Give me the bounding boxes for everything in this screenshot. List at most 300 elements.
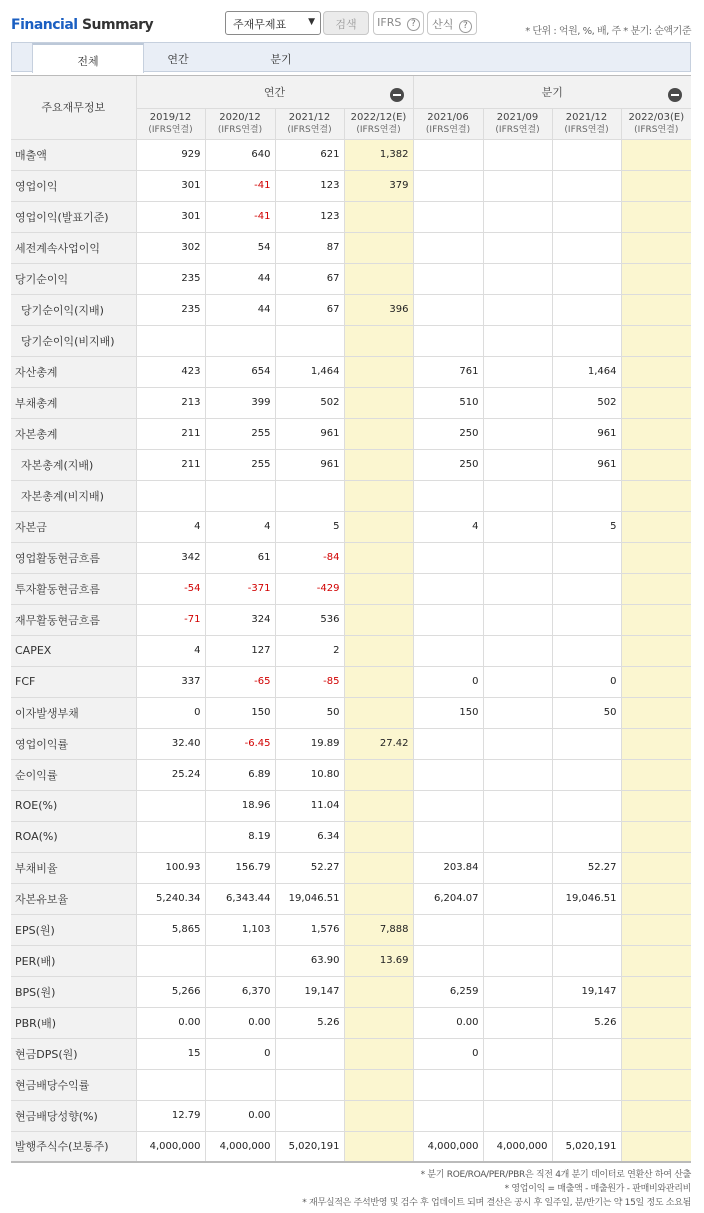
table-cell <box>413 790 483 821</box>
column-basis: (IFRS연결) <box>356 124 401 135</box>
column-basis: (IFRS연결) <box>564 124 609 135</box>
table-cell <box>621 1069 691 1100</box>
table-cell <box>483 449 552 480</box>
table-row <box>11 232 691 263</box>
table-cell: 0 <box>552 666 621 697</box>
table-cell: 203.84 <box>413 852 483 883</box>
table-cell: -71 <box>136 604 205 635</box>
table-cell <box>552 759 621 790</box>
table-cell: 2 <box>275 635 344 666</box>
table-cell <box>621 697 691 728</box>
collapse-quarter-icon[interactable] <box>668 88 682 102</box>
table-row <box>11 914 691 945</box>
table-cell: -371 <box>205 573 275 604</box>
table-row <box>11 790 691 821</box>
table-cell: 0 <box>413 666 483 697</box>
tab-quarter[interactable]: 분기 <box>270 53 292 66</box>
table-row <box>11 635 691 666</box>
column-header <box>621 108 691 139</box>
table-cell <box>344 697 413 728</box>
table-cell <box>483 387 552 418</box>
column-header <box>552 108 621 139</box>
collapse-annual-icon[interactable] <box>390 88 404 102</box>
footnote: * 분기 ROE/ROA/PER/PBR은 직전 4개 분기 데이터로 연환산 하여 산출 <box>420 1170 691 1180</box>
table-cell: 19,046.51 <box>552 883 621 914</box>
table-cell <box>552 635 621 666</box>
table-cell <box>552 201 621 232</box>
table-row <box>11 697 691 728</box>
table-cell: 510 <box>413 387 483 418</box>
table-row <box>11 356 691 387</box>
row-label: 자본총계(비지배) <box>11 480 136 511</box>
table-cell <box>413 1069 483 1100</box>
footnote: * 영업이익 = 매출액 - 매출원가 - 판매비와관리비 <box>504 1184 691 1194</box>
table-cell <box>136 790 205 821</box>
group-annual <box>136 76 413 108</box>
table-cell <box>275 1100 344 1131</box>
table-cell: 213 <box>136 387 205 418</box>
table-cell <box>483 511 552 542</box>
row-label: 영업이익률 <box>11 728 136 759</box>
row-label: EPS(원) <box>11 914 136 945</box>
table-cell: 5,020,191 <box>275 1131 344 1162</box>
row-label: BPS(원) <box>11 976 136 1007</box>
statement-type-select[interactable] <box>225 11 321 35</box>
table-cell: 50 <box>552 697 621 728</box>
table-cell: 211 <box>136 418 205 449</box>
table-cell <box>413 635 483 666</box>
table-cell: 44 <box>205 263 275 294</box>
table-cell: 11.04 <box>275 790 344 821</box>
table-cell <box>344 449 413 480</box>
table-cell <box>205 945 275 976</box>
table-cell: 18.96 <box>205 790 275 821</box>
table-cell: 127 <box>205 635 275 666</box>
table-cell: 0 <box>205 1038 275 1069</box>
table-cell <box>413 232 483 263</box>
table-cell <box>621 449 691 480</box>
row-label: 재무활동현금흐름 <box>11 604 136 635</box>
table-cell <box>205 325 275 356</box>
row-label: 부채총계 <box>11 387 136 418</box>
table-row <box>11 263 691 294</box>
column-basis: (IFRS연결) <box>217 124 263 135</box>
table-cell <box>344 201 413 232</box>
row-label: 당기순이익 <box>11 263 136 294</box>
group-annual-label: 연간 <box>263 85 286 99</box>
table-cell: 4,000,000 <box>483 1131 552 1162</box>
table-cell: 399 <box>205 387 275 418</box>
table-cell: 5,865 <box>136 914 205 945</box>
column-header <box>413 108 483 139</box>
formula-help-button[interactable] <box>427 11 477 35</box>
table-cell <box>136 1069 205 1100</box>
table-row <box>11 294 691 325</box>
column-basis: (IFRS연결) <box>425 124 471 135</box>
table-cell: -41 <box>205 201 275 232</box>
row-label: 당기순이익(비지배) <box>11 325 136 356</box>
table-cell: -84 <box>275 542 344 573</box>
table-cell <box>413 573 483 604</box>
table-row <box>11 976 691 1007</box>
table-cell: 396 <box>344 294 413 325</box>
column-period: 2021/09 <box>496 111 539 123</box>
table-cell: -54 <box>136 573 205 604</box>
table-cell <box>344 542 413 573</box>
table-cell: 87 <box>275 232 344 263</box>
table-cell: 19,147 <box>275 976 344 1007</box>
table-cell: 150 <box>205 697 275 728</box>
table-cell: 6,259 <box>413 976 483 1007</box>
table-cell <box>621 666 691 697</box>
table-cell <box>621 139 691 170</box>
table-cell <box>136 945 205 976</box>
table-cell <box>483 201 552 232</box>
table-cell <box>344 1100 413 1131</box>
table-cell <box>552 1038 621 1069</box>
table-cell <box>483 294 552 325</box>
table-cell: 255 <box>205 418 275 449</box>
table-cell <box>621 883 691 914</box>
table-row <box>11 852 691 883</box>
table-cell <box>275 480 344 511</box>
table-cell: 235 <box>136 263 205 294</box>
table-cell: 761 <box>413 356 483 387</box>
footnotes <box>302 1168 691 1210</box>
group-quarter <box>413 76 691 108</box>
table-cell: 10.80 <box>275 759 344 790</box>
table-cell <box>552 945 621 976</box>
column-period: 2022/12(E) <box>350 111 407 123</box>
table-cell: -41 <box>205 170 275 201</box>
table-cell <box>413 201 483 232</box>
table-cell: 654 <box>205 356 275 387</box>
table-cell <box>621 263 691 294</box>
table-cell: 211 <box>136 449 205 480</box>
table-row <box>11 387 691 418</box>
table-cell: -65 <box>205 666 275 697</box>
table-cell: 100.93 <box>136 852 205 883</box>
table-cell: 1,103 <box>205 914 275 945</box>
column-header <box>136 108 205 139</box>
table-cell <box>344 821 413 852</box>
table-cell: 255 <box>205 449 275 480</box>
table-cell <box>621 852 691 883</box>
table-cell <box>344 573 413 604</box>
table-cell <box>344 356 413 387</box>
table-cell: 44 <box>205 294 275 325</box>
row-label: 자본총계 <box>11 418 136 449</box>
table-row <box>11 728 691 759</box>
table-cell: 12.79 <box>136 1100 205 1131</box>
table-cell: 961 <box>275 418 344 449</box>
ifrs-label: IFRS <box>377 16 402 29</box>
table-cell <box>552 728 621 759</box>
table-cell <box>413 294 483 325</box>
table-cell: 337 <box>136 666 205 697</box>
table-cell <box>413 170 483 201</box>
table-cell: 6,204.07 <box>413 883 483 914</box>
table-cell <box>413 821 483 852</box>
table-cell: 0 <box>136 697 205 728</box>
row-label: 자본금 <box>11 511 136 542</box>
table-cell <box>344 480 413 511</box>
table-cell: 0.00 <box>413 1007 483 1038</box>
table-cell: 250 <box>413 418 483 449</box>
table-cell <box>483 883 552 914</box>
table-cell: 4 <box>136 511 205 542</box>
row-label: 영업이익(발표기준) <box>11 201 136 232</box>
table-cell <box>344 666 413 697</box>
table-cell: 1,464 <box>275 356 344 387</box>
table-cell: 0 <box>413 1038 483 1069</box>
top-bar <box>0 0 704 42</box>
table-cell <box>275 1038 344 1069</box>
table-row <box>11 883 691 914</box>
row-header-label: 주요재무정보 <box>11 76 136 139</box>
help-icon: ? <box>459 20 472 33</box>
table-cell: 1,576 <box>275 914 344 945</box>
table-row <box>11 821 691 852</box>
table-cell: 19,046.51 <box>275 883 344 914</box>
table-cell <box>483 1007 552 1038</box>
table-cell <box>621 325 691 356</box>
table-cell <box>483 790 552 821</box>
table-row <box>11 666 691 697</box>
table-cell: 250 <box>413 449 483 480</box>
column-basis: (IFRS연결) <box>287 124 332 135</box>
unit-note: * 단위 : 억원, %, 배, 주 * 분기: 순액기준 <box>525 26 691 37</box>
table-cell: 50 <box>275 697 344 728</box>
column-header <box>483 108 552 139</box>
table-cell <box>552 604 621 635</box>
table-cell <box>621 728 691 759</box>
column-period: 2020/12 <box>219 111 261 123</box>
table-cell <box>621 790 691 821</box>
table-cell: 4,000,000 <box>413 1131 483 1162</box>
table-cell <box>552 232 621 263</box>
table-cell: 5.26 <box>552 1007 621 1038</box>
table-cell: 640 <box>205 139 275 170</box>
table-row <box>11 201 691 232</box>
table-cell <box>621 821 691 852</box>
table-cell <box>552 542 621 573</box>
table-cell <box>413 325 483 356</box>
table-cell: 63.90 <box>275 945 344 976</box>
table-cell: 4,000,000 <box>136 1131 205 1162</box>
table-cell: 27.42 <box>344 728 413 759</box>
table-cell: 156.79 <box>205 852 275 883</box>
table-cell <box>621 914 691 945</box>
table-cell <box>483 635 552 666</box>
table-cell <box>344 232 413 263</box>
table-cell <box>483 945 552 976</box>
table-cell: 301 <box>136 201 205 232</box>
table-cell <box>413 542 483 573</box>
column-period: 2021/06 <box>427 111 469 123</box>
row-label: 순이익률 <box>11 759 136 790</box>
table-cell: 25.24 <box>136 759 205 790</box>
search-button[interactable]: 검색 <box>323 11 369 35</box>
table-cell: 621 <box>275 139 344 170</box>
column-period: 2021/12 <box>288 111 331 123</box>
table-cell: 19.89 <box>275 728 344 759</box>
column-header <box>275 108 344 139</box>
table-row <box>11 1038 691 1069</box>
table-row <box>11 139 691 170</box>
table-cell <box>344 387 413 418</box>
table-cell: 61 <box>205 542 275 573</box>
table-cell <box>136 821 205 852</box>
row-label: 현금DPS(원) <box>11 1038 136 1069</box>
row-label: 투자활동현금흐름 <box>11 573 136 604</box>
table-cell <box>483 821 552 852</box>
table-cell <box>483 480 552 511</box>
column-basis: (IFRS연결) <box>148 124 193 135</box>
table-cell <box>344 1007 413 1038</box>
table-cell <box>205 1069 275 1100</box>
table-cell <box>552 821 621 852</box>
table-row <box>11 945 691 976</box>
row-label: PER(배) <box>11 945 136 976</box>
row-label: 현금배당성향(%) <box>11 1100 136 1131</box>
table-row <box>11 480 691 511</box>
table-cell: 19,147 <box>552 976 621 1007</box>
table-cell <box>483 728 552 759</box>
table-cell <box>621 976 691 1007</box>
row-label: PBR(배) <box>11 1007 136 1038</box>
table-cell: 52.27 <box>275 852 344 883</box>
tab-annual[interactable]: 연간 <box>167 53 189 66</box>
table-cell: 123 <box>275 170 344 201</box>
period-tabs <box>11 42 691 72</box>
table-cell: 961 <box>552 418 621 449</box>
row-label: ROE(%) <box>11 790 136 821</box>
table-cell: 961 <box>275 449 344 480</box>
table-cell: 4 <box>136 635 205 666</box>
column-period: 2021/12 <box>565 111 608 123</box>
table-cell: 0.00 <box>136 1007 205 1038</box>
table-cell <box>552 170 621 201</box>
table-cell: 5 <box>552 511 621 542</box>
row-label: CAPEX <box>11 635 136 666</box>
table-cell <box>621 294 691 325</box>
table-cell <box>621 201 691 232</box>
table-cell <box>621 573 691 604</box>
table-cell: 32.40 <box>136 728 205 759</box>
help-icon: ? <box>407 18 420 31</box>
table-row <box>11 604 691 635</box>
table-cell: 4 <box>205 511 275 542</box>
table-cell <box>621 604 691 635</box>
table-cell: 379 <box>344 170 413 201</box>
table-cell: 15 <box>136 1038 205 1069</box>
table-cell <box>344 635 413 666</box>
table-cell: 13.69 <box>344 945 413 976</box>
row-label: 발행주식수(보통주) <box>11 1131 136 1162</box>
table-row <box>11 759 691 790</box>
table-cell <box>621 1100 691 1131</box>
table-cell <box>205 480 275 511</box>
table-row <box>11 449 691 480</box>
table-cell <box>621 945 691 976</box>
table-cell <box>344 325 413 356</box>
table-cell <box>344 1131 413 1162</box>
table-cell <box>483 1038 552 1069</box>
table-cell: 961 <box>552 449 621 480</box>
table-cell <box>136 325 205 356</box>
table-row <box>11 170 691 201</box>
table-cell <box>621 542 691 573</box>
table-cell <box>552 325 621 356</box>
table-cell <box>136 480 205 511</box>
table-cell <box>621 1131 691 1162</box>
table-cell: 6,343.44 <box>205 883 275 914</box>
tab-all[interactable]: 전체 <box>32 43 144 73</box>
table-cell <box>275 325 344 356</box>
table-row <box>11 573 691 604</box>
row-label: 자산총계 <box>11 356 136 387</box>
table-cell <box>483 232 552 263</box>
table-cell: 5,240.34 <box>136 883 205 914</box>
row-label: 자본유보율 <box>11 883 136 914</box>
row-label: 부채비율 <box>11 852 136 883</box>
table-row <box>11 542 691 573</box>
row-label: 세전계속사업이익 <box>11 232 136 263</box>
row-label: 당기순이익(지배) <box>11 294 136 325</box>
title-financial: Financial <box>11 17 78 33</box>
table-row <box>11 1100 691 1131</box>
table-cell <box>483 697 552 728</box>
select-value: 주재무제표 <box>233 18 287 31</box>
table-cell <box>552 263 621 294</box>
table-cell <box>621 511 691 542</box>
table-cell: -85 <box>275 666 344 697</box>
table-cell <box>413 263 483 294</box>
table-cell: 1,382 <box>344 139 413 170</box>
column-basis: (IFRS연결) <box>495 124 540 135</box>
table-cell: 6.89 <box>205 759 275 790</box>
table-cell <box>621 480 691 511</box>
table-cell: 235 <box>136 294 205 325</box>
table-cell <box>483 1100 552 1131</box>
table-cell: 929 <box>136 139 205 170</box>
table-cell: 150 <box>413 697 483 728</box>
table-cell <box>483 1069 552 1100</box>
table-cell: 6,370 <box>205 976 275 1007</box>
table-cell <box>552 480 621 511</box>
table-cell: 52.27 <box>552 852 621 883</box>
column-basis: (IFRS연결) <box>634 124 679 135</box>
table-cell <box>483 170 552 201</box>
table-cell: 5,020,191 <box>552 1131 621 1162</box>
ifrs-help-button[interactable] <box>373 11 424 35</box>
table-row <box>11 511 691 542</box>
table-cell <box>552 1069 621 1100</box>
table-cell <box>552 294 621 325</box>
table-cell <box>344 418 413 449</box>
column-period: 2019/12 <box>149 111 192 123</box>
table-cell: 67 <box>275 294 344 325</box>
chevron-down-icon: ▼ <box>308 17 315 27</box>
table-cell: 324 <box>205 604 275 635</box>
table-row <box>11 418 691 449</box>
table-cell <box>621 170 691 201</box>
column-period: 2022/03(E) <box>628 111 685 123</box>
table-cell <box>621 387 691 418</box>
table-cell <box>344 976 413 1007</box>
row-label: ROA(%) <box>11 821 136 852</box>
